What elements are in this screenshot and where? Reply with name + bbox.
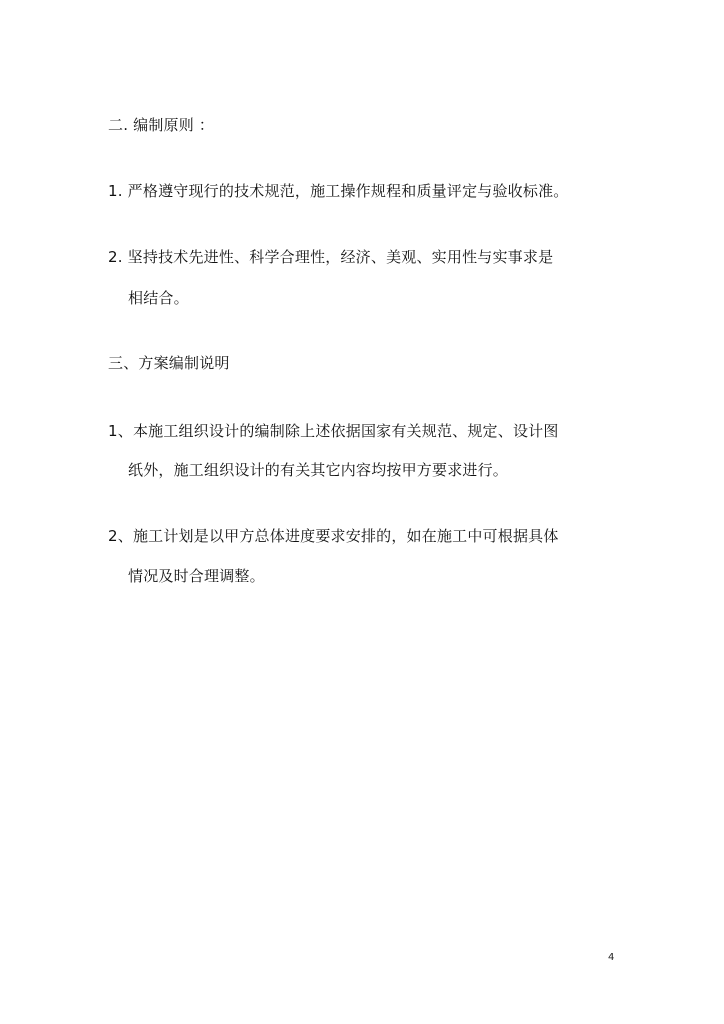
plan-note-2-line-1: 2、施工计划是以甲方总体进度要求安排的，如在施工中可根据具体	[108, 527, 559, 545]
principle-item-2-line-2: 相结合。	[128, 289, 189, 307]
principle-item-1: 1. 严格遵守现行的技术规范，施工操作规程和质量评定与验收标准。	[108, 182, 569, 200]
section-heading-principles: 二. 编制原则 ：	[108, 116, 215, 134]
principle-item-2-line-1: 2. 坚持技术先进性、科学合理性，经济、美观、实用性与实事求是	[108, 248, 554, 266]
plan-note-1-line-1: 1、本施工组织设计的编制除上述依据国家有关规范、规定、设计图	[108, 422, 559, 440]
plan-note-1-line-2: 纸外，施工组织设计的有关其它内容均按甲方要求进行。	[128, 461, 509, 479]
plan-note-2-line-2: 情况及时合理调整。	[128, 567, 265, 585]
page-number: 4	[608, 952, 615, 963]
section-heading-plan-notes: 三、方案编制说明	[108, 354, 230, 372]
